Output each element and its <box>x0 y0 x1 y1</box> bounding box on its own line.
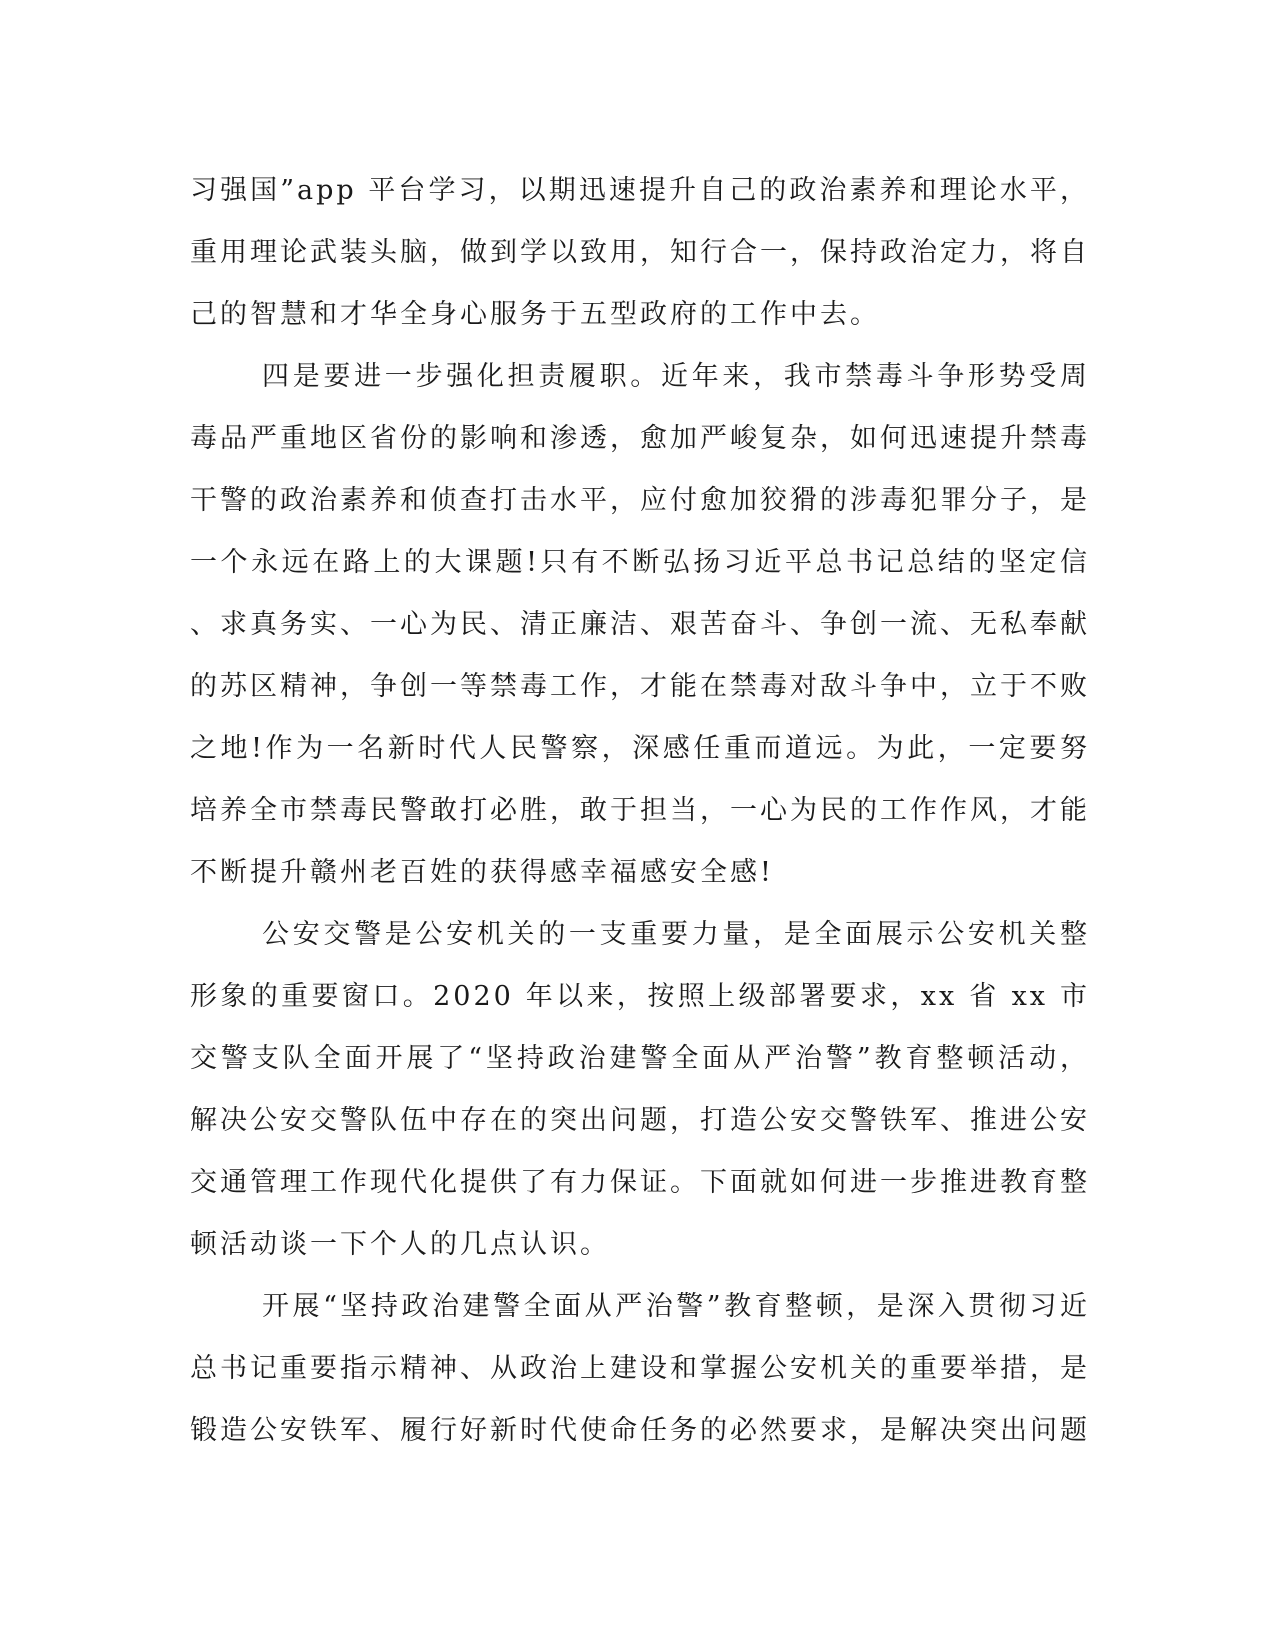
paragraph-line: 的苏区精神，争创一等禁毒工作，才能在禁毒对敌斗争中，立于不败 <box>190 671 1090 702</box>
paragraph-line: 、求真务实、一心为民、清正廉洁、艰苦奋斗、争创一流、无私奉献 <box>190 609 1090 640</box>
paragraph-line: 顿活动谈一下个人的几点认识。 <box>190 1229 610 1260</box>
paragraph-line: 不断提升赣州老百姓的获得感幸福感安全感! <box>190 857 774 888</box>
paragraph-line: 己的智慧和才华全身心服务于五型政府的工作中去。 <box>190 299 880 330</box>
paragraph-line: 之地!作为一名新时代人民警察，深感任重而道远。为此，一定要努 <box>190 733 1090 764</box>
paragraph-line: 总书记重要指示精神、从政治上建设和掌握公安机关的重要举措，是 <box>190 1353 1090 1384</box>
paragraph-line: 毒品严重地区省份的影响和渗透，愈加严峻复杂，如何迅速提升禁毒 <box>190 423 1090 454</box>
paragraph-line: 培养全市禁毒民警敢打必胜，敢于担当，一心为民的工作作风，才能 <box>190 795 1090 826</box>
paragraph-first-line: 公安交警是公安机关的一支重要力量，是全面展示公安机关整 <box>262 919 1090 950</box>
paragraph-line: 形象的重要窗口。2020 年以来，按照上级部署要求，xx 省 xx 市 <box>190 981 1090 1012</box>
paragraph-line: 干警的政治素养和侦查打击水平，应付愈加狡猾的涉毒犯罪分子，是 <box>190 485 1090 516</box>
paragraph-first-line: 开展“坚持政治建警全面从严治警”教育整顿，是深入贯彻习近 <box>262 1291 1090 1322</box>
paragraph-line: 习强国”app 平台学习，以期迅速提升自己的政治素养和理论水平， <box>190 175 1090 206</box>
paragraph-line: 一个永远在路上的大课题!只有不断弘扬习近平总书记总结的坚定信 <box>190 547 1090 578</box>
paragraph-line: 交警支队全面开展了“坚持政治建警全面从严治警”教育整顿活动， <box>190 1043 1090 1074</box>
paragraph-first-line: 四是要进一步强化担责履职。近年来，我市禁毒斗争形势受周 <box>262 361 1090 392</box>
paragraph-line: 重用理论武装头脑，做到学以致用，知行合一，保持政治定力，将自 <box>190 237 1090 268</box>
document-body <box>190 160 1090 1462</box>
paragraph-line: 锻造公安铁军、履行好新时代使命任务的必然要求，是解决突出问题 <box>190 1415 1090 1446</box>
paragraph-line: 解决公安交警队伍中存在的突出问题，打造公安交警铁军、推进公安 <box>190 1105 1090 1136</box>
paragraph-line: 交通管理工作现代化提供了有力保证。下面就如何进一步推进教育整 <box>190 1167 1090 1198</box>
